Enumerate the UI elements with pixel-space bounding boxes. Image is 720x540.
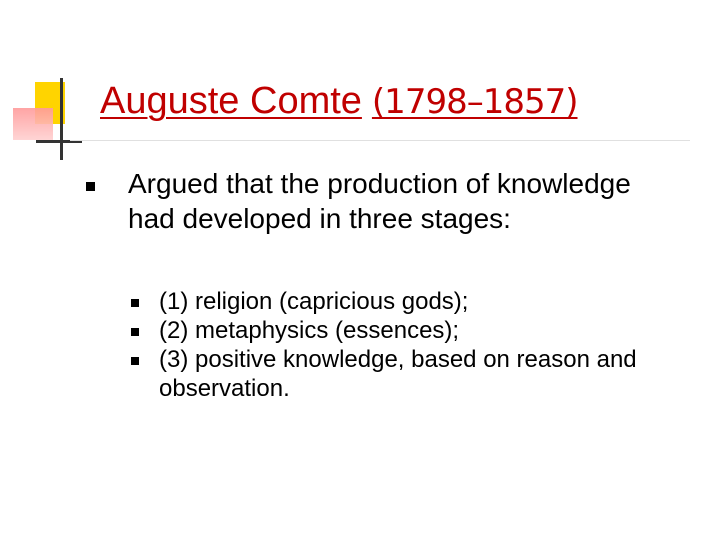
sub-bullet-text: (1) religion (capricious gods); [159,288,469,315]
sub-bullet-text: (2) metaphysics (essences); [159,317,460,344]
slide-title [100,80,578,123]
sub-bullet-item [131,316,691,345]
logo-red-square [13,108,53,140]
title-rule [70,140,690,141]
sub-bullet-list [131,287,691,403]
title-years: (1798–1857) [371,82,578,122]
sub-bullet-text: (3) positive knowledge, based on reason and observation. [159,346,637,402]
sub-bullet-item [131,287,691,316]
logo-vertical-line [60,78,63,160]
bullet-text: Argued that the production of knowledge had developed in three stages: [128,168,631,234]
title-name: Auguste Comte [100,80,362,122]
sub-bullet-item [131,345,691,403]
square-bullet-icon [131,299,139,307]
bullet-item [86,166,646,236]
square-bullet-icon [86,182,95,191]
decorative-logo [0,0,110,170]
square-bullet-icon [131,357,139,365]
square-bullet-icon [131,328,139,336]
